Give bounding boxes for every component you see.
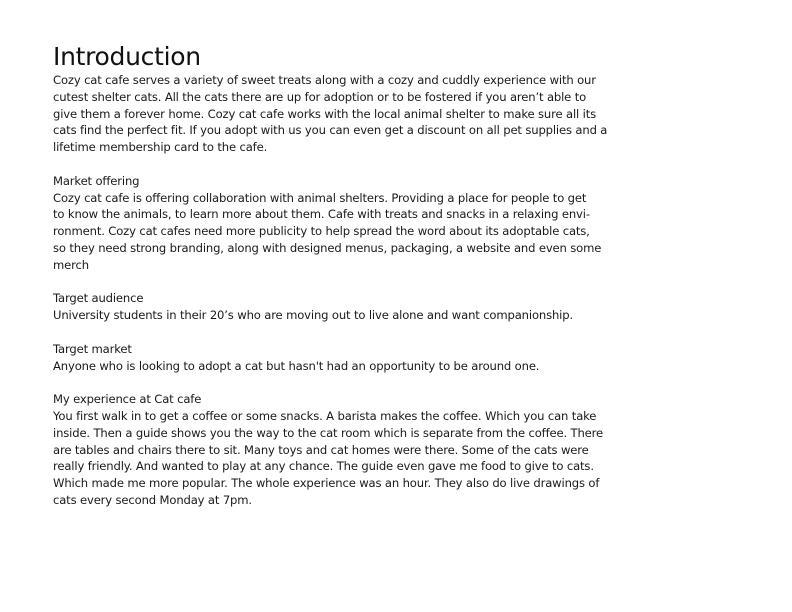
section-target-audience [53,290,593,324]
intro-line: lifetime membership card to the cafe. [53,140,268,155]
section-heading: Target market [53,341,132,356]
section-line: are tables and chairs there to sit. Many toys and cat homes were there. Some of the cats were [53,442,589,457]
section-line: cats every second Monday at 7pm. [53,492,252,507]
intro-line: Cozy cat cafe serves a variety of sweet treats along with a cozy and cuddly experience with our [53,73,596,87]
section-target-market [53,341,593,375]
intro-line: cats find the perfect fit. If you adopt with us you can even get a discount on all pet supplies and a [53,123,608,138]
page-title: Introduction [53,42,201,71]
section-line: ronment. Cozy cat cafes need more publicity to help spread the word about its adoptable cats, [53,224,590,239]
section-line: to know the animals, to learn more about them. Cafe with treats and snacks in a relaxing envi- [53,207,590,222]
intro-paragraph [53,72,608,156]
section-line: Which made me more popular. The whole experience was an hour. They also do live drawings of [53,476,600,491]
section-line: Cozy cat cafe is offering collaboration with animal shelters. Providing a place for people to get [53,190,587,205]
section-market-offering [53,173,602,274]
intro-line: cutest shelter cats. All the cats there are up for adoption or to be fostered if you aren’t able to [53,89,587,104]
intro-line: give them a forever home. Cozy cat cafe works with the local animal shelter to make sure all its [53,106,596,121]
section-cafe-experience [53,391,604,509]
section-heading: My experience at Cat cafe [53,392,202,407]
section-line: inside. Then a guide shows you the way to the cat room which is separate from the coffee. There [53,425,604,440]
section-heading: Market offering [53,173,140,188]
section-line: merch [53,257,89,272]
section-line: You first walk in to get a coffee or some snacks. A barista makes the coffee. Which you can take [53,408,597,423]
section-line: University students in their 20’s who are moving out to live alone and want companionship. [53,308,573,323]
section-line: Anyone who is looking to adopt a cat but hasn't had an opportunity to be around one. [53,358,540,373]
section-line: really friendly. And wanted to play at any chance. The guide even gave me food to give to cats. [53,459,594,474]
section-line: so they need strong branding, along with designed menus, packaging, a website and even some [53,240,602,255]
document-page [53,42,608,509]
section-heading: Target audience [53,291,144,306]
